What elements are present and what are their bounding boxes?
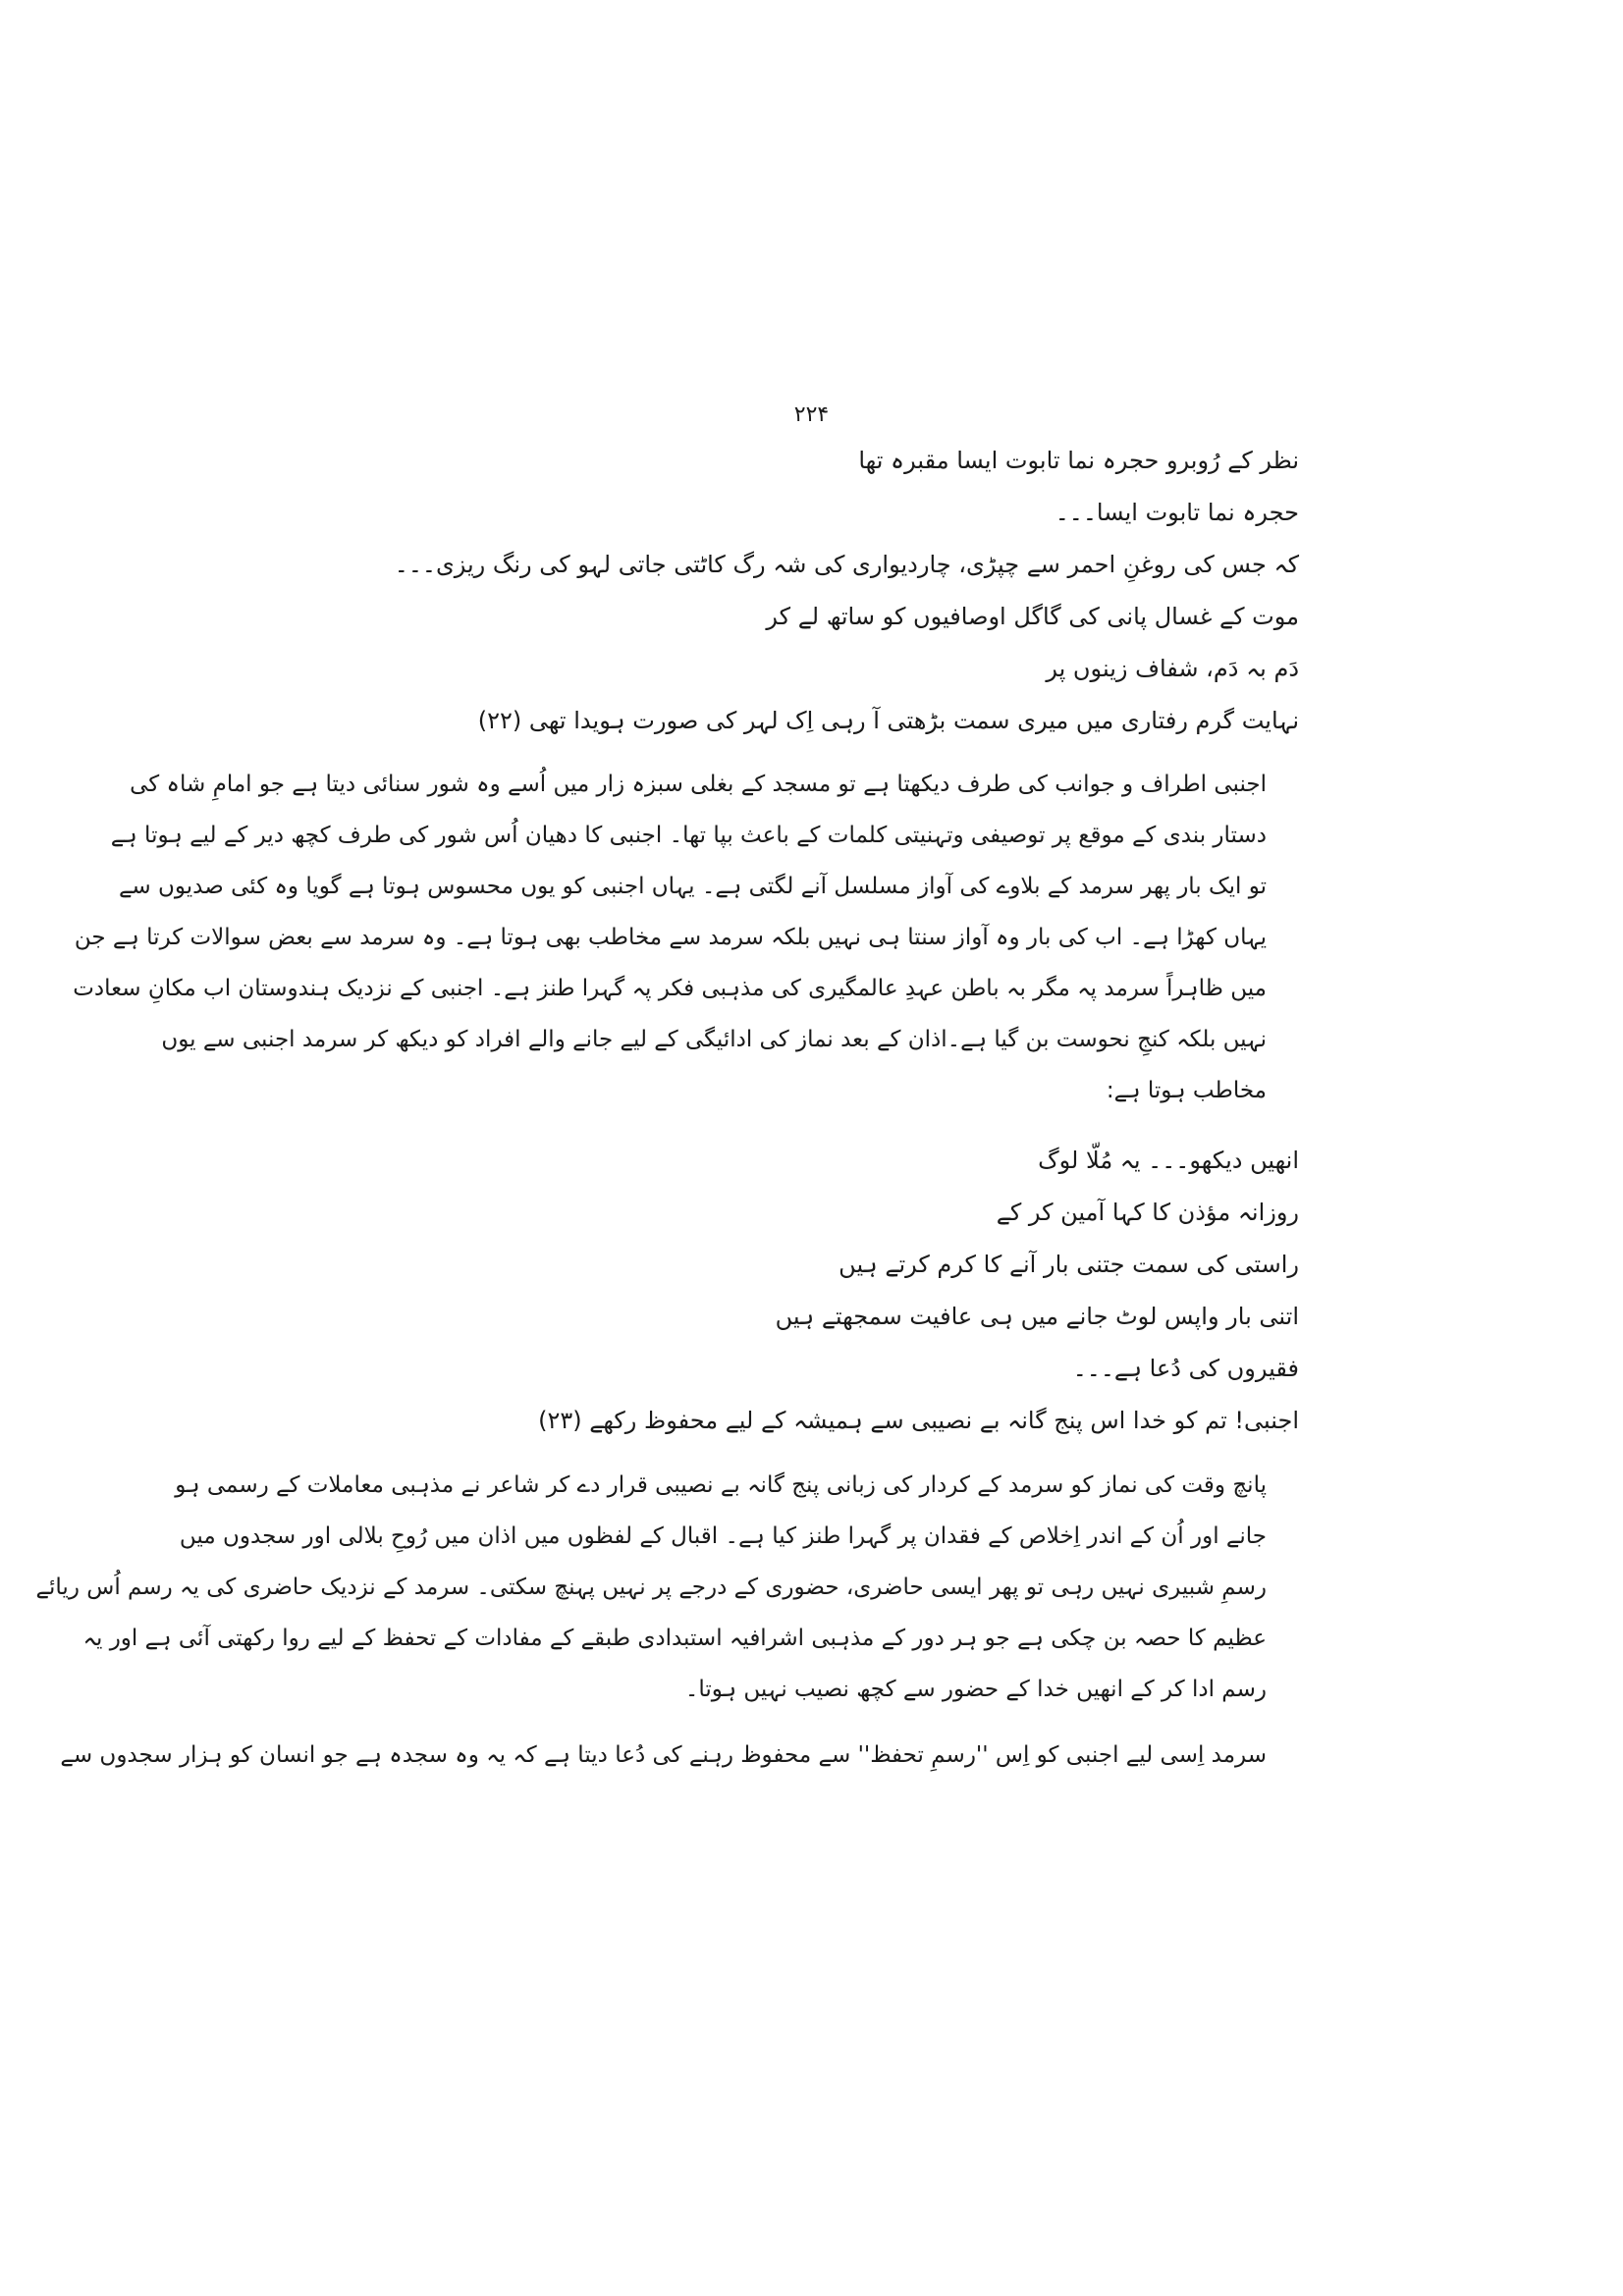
paragraph-line: یہاں کھڑا ہے۔ اب کی بار وہ آواز سنتا ہی نہیں بلکہ سرمد سے مخاطب بھی ہوتا ہے۔ وہ سرمد سے بعض سوالات کرتا ہے جن — [74, 925, 1267, 950]
page-number: ۲۲۴ — [793, 402, 830, 427]
poem-line: نظر کے رُوبرو حجرہ نما تابوت ایسا مقبرہ تھا — [858, 447, 1299, 474]
poem-line: انھیں دیکھو۔۔۔ یہ مُلّا لوگ — [1038, 1147, 1299, 1174]
paragraph-line: جانے اور اُن کے اندر اِخلاص کے فقدان پر گہرا طنز کیا ہے۔ اقبال کے لفظوں میں اذان میں رُوحِ بلالی اور سجدوں میں — [179, 1523, 1267, 1549]
paragraph-line: مخاطب ہوتا ہے: — [1106, 1078, 1267, 1103]
paragraph-line: نہیں بلکہ کنجِ نحوست بن گیا ہے۔اذان کے بعد نماز کی ادائیگی کے لیے جانے والے افراد کو دیکھ کر سرمد اجنبی سے یوں — [161, 1027, 1267, 1052]
poem-line: نہایت گرم رفتاری میں میری سمت بڑھتی آ رہی اِک لہر کی صورت ہویدا تھی (۲۲) — [477, 707, 1299, 734]
paragraph-line: پانچ وقت کی نماز کو سرمد کے کردار کی زبانی پنج گانہ بے نصیبی قرار دے کر شاعر نے مذہبی معاملات کے رسمی ہو — [175, 1472, 1267, 1498]
paragraph-line: سرمد اِسی لیے اجنبی کو اِس ''رسمِ تحفظ'' سے محفوظ رہنے کی دُعا دیتا ہے کہ یہ وہ سجدہ ہے جو انسان کو ہزار سجدوں سے — [60, 1742, 1267, 1768]
paragraph-line: تو ایک بار پھر سرمد کے بلاوے کی آواز مسلسل آنے لگتی ہے۔ یہاں اجنبی کو یوں محسوس ہوتا ہے گویا وہ کئی صدیوں سے — [118, 874, 1267, 899]
poem-line: اجنبی! تم کو خدا اس پنج گانہ بے نصیبی سے ہمیشہ کے لیے محفوظ رکھے (۲۳) — [538, 1407, 1299, 1434]
poem-line: موت کے غسال پانی کی گاگل اوصافیوں کو ساتھ لے کر — [766, 603, 1299, 630]
poem-line: راستی کی سمت جتنی بار آنے کا کرم کرتے ہیں — [839, 1251, 1299, 1278]
poem-line: اتنی بار واپس لوٹ جانے میں ہی عافیت سمجھتے ہیں — [775, 1303, 1299, 1330]
paragraph-line: اجنبی اطراف و جوانب کی طرف دیکھتا ہے تو مسجد کے بغلی سبزہ زار میں اُسے وہ شور سنائی دیتا ہے جو امامِ شاہ کی — [130, 772, 1267, 797]
poem-line: فقیروں کی دُعا ہے۔۔۔ — [1072, 1355, 1299, 1382]
poem-line: روزانہ مؤذن کا کہا آمین کر کے — [996, 1199, 1299, 1226]
paragraph-line: دستار بندی کے موقع پر توصیفی وتہنیتی کلمات کے باعث بپا تھا۔ اجنبی کا دھیان اُس شور کی طرف کچھ دیر کے لیے ہوتا ہے — [110, 823, 1267, 848]
poem-line: حجرہ نما تابوت ایسا۔۔۔ — [1055, 499, 1299, 526]
paragraph-line: رسمِ شبیری نہیں رہی تو پھر ایسی حاضری، حضوری کے درجے پر نہیں پہنچ سکتی۔ سرمد کے نزدیک حاضری کی یہ رسم اُس ریائے — [35, 1575, 1267, 1600]
paragraph-line: عظیم کا حصہ بن چکی ہے جو ہر دور کے مذہبی اشرافیہ استبدادی طبقے کے مفادات کے تحفظ کے لیے روا رکھتی آئی ہے اور یہ — [82, 1626, 1267, 1651]
paragraph-line: رسم ادا کر کے انھیں خدا کے حضور سے کچھ نصیب نہیں ہوتا۔ — [684, 1677, 1267, 1702]
paragraph-line: میں ظاہراً سرمد پہ مگر بہ باطن عہدِ عالمگیری کی مذہبی فکر پہ گہرا طنز ہے۔ اجنبی کے نزدیک ہندوستان اب مکانِ سعادت — [73, 976, 1267, 1001]
poem-line: کہ جس کی روغنِ احمر سے چپڑی، چاردیواری کی شہ رگ کاٹتی جاتی لہو کی رنگ ریزی۔۔۔ — [394, 551, 1299, 578]
poem-line: دَم بہ دَم، شفاف زینوں پر — [1046, 655, 1299, 682]
